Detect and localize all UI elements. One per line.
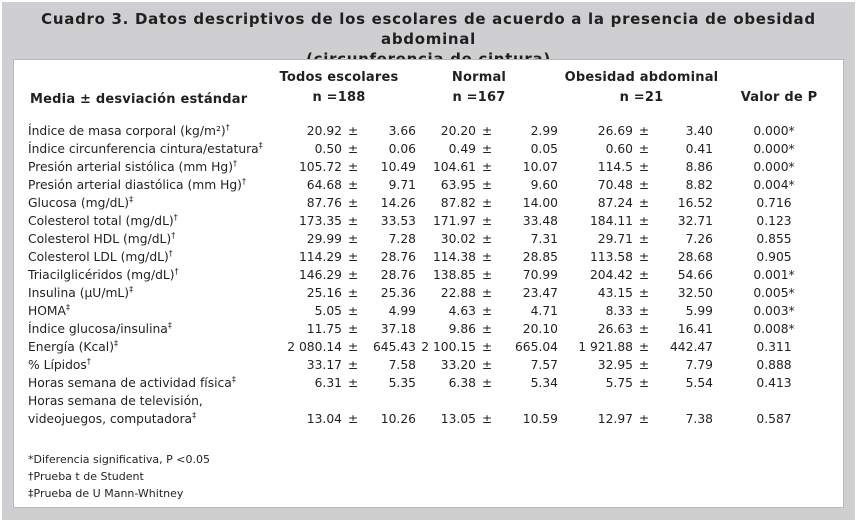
normal-pm: ± <box>481 376 493 390</box>
normal-pm: ± <box>481 250 493 264</box>
normal-mean: 33.20 <box>440 358 476 372</box>
normal-mean: 13.05 <box>440 412 476 426</box>
all-pm: ± <box>347 124 359 138</box>
normal-sd: 7.31 <box>530 232 558 246</box>
all-mean: 64.68 <box>306 178 342 192</box>
all-mean: 6.31 <box>314 376 342 390</box>
table-row <box>28 338 835 356</box>
all-sd: 10.49 <box>380 160 416 174</box>
row-label-text: Colesterol LDL (mg/dL) <box>28 250 169 264</box>
all-sd: 4.99 <box>388 304 416 318</box>
all-mean: 5.05 <box>314 304 342 318</box>
row-label <box>28 356 277 374</box>
normal-pm: ± <box>481 232 493 246</box>
obese-mean: 204.42 <box>589 268 633 282</box>
all-sd: 7.28 <box>388 232 416 246</box>
normal-sd: 5.34 <box>530 376 558 390</box>
row-label <box>28 194 277 212</box>
row-label <box>28 392 277 410</box>
header-obese-n: n =21 <box>619 90 664 105</box>
obese-sd: 16.41 <box>677 322 713 336</box>
table-row <box>28 320 835 338</box>
normal-pm: ± <box>481 268 493 282</box>
obese-mean: 5.75 <box>605 376 633 390</box>
normal-sd: 70.99 <box>522 268 558 282</box>
row-test-mark: † <box>173 212 178 222</box>
obese-sd <box>655 392 713 410</box>
table-body <box>13 59 844 508</box>
normal-pm: ± <box>481 196 493 210</box>
obese-mean: 184.11 <box>589 214 633 228</box>
all-sd: 5.35 <box>388 376 416 390</box>
obese-pm <box>633 392 655 410</box>
p-value: 0.413 <box>756 376 792 390</box>
all-pm: ± <box>347 340 359 354</box>
all-pm: ± <box>347 412 359 426</box>
footnote-significance: *Diferencia significativa, P <0.05 <box>28 453 210 466</box>
normal-mean: 104.61 <box>432 160 476 174</box>
normal-sd <box>498 392 558 410</box>
obese-pm: ± <box>638 268 650 282</box>
row-label <box>28 230 277 248</box>
table-row <box>28 158 835 176</box>
obese-sd: 5.99 <box>685 304 713 318</box>
row-label-text: Glucosa (mg/dL) <box>28 196 130 210</box>
normal-sd: 665.04 <box>514 340 558 354</box>
p-value: 0.123 <box>756 214 792 228</box>
row-label-text: videojuegos, computadora <box>28 412 193 426</box>
normal-mean <box>416 392 476 410</box>
header-all-n: n =188 <box>312 90 366 105</box>
title-line-1: Cuadro 3. Datos descriptivos de los escolares de acuerdo a la presencia de obesidad abdominal <box>41 10 816 48</box>
all-mean: 114.29 <box>298 250 342 264</box>
obese-sd: 0.41 <box>685 142 713 156</box>
obese-mean <box>558 392 633 410</box>
all-sd: 25.36 <box>380 286 416 300</box>
obese-sd: 16.52 <box>677 196 713 210</box>
p-value: 0.000* <box>753 160 795 174</box>
row-label <box>28 320 277 338</box>
table-row <box>28 410 835 428</box>
all-mean <box>277 392 342 410</box>
row-label-text: Colesterol HDL (mg/dL) <box>28 232 172 246</box>
table-row <box>28 284 835 302</box>
obese-pm: ± <box>638 358 650 372</box>
obese-sd: 32.71 <box>677 214 713 228</box>
obese-mean: 0.60 <box>605 142 633 156</box>
normal-sd: 0.05 <box>530 142 558 156</box>
all-pm: ± <box>347 304 359 318</box>
all-pm: ± <box>347 268 359 282</box>
all-mean: 2 080.14 <box>287 340 342 354</box>
row-test-mark: † <box>233 158 238 168</box>
header-normal-n: n =167 <box>452 90 506 105</box>
row-test-mark: ‡ <box>129 284 134 294</box>
row-test-mark: † <box>225 122 230 132</box>
all-sd: 645.43 <box>372 340 416 354</box>
all-sd: 10.26 <box>380 412 416 426</box>
obese-sd: 54.66 <box>677 268 713 282</box>
normal-sd: 20.10 <box>522 322 558 336</box>
obese-mean: 43.15 <box>597 286 633 300</box>
all-pm: ± <box>347 142 359 156</box>
normal-mean: 9.86 <box>448 322 476 336</box>
table-row <box>28 140 835 158</box>
normal-sd: 9.60 <box>530 178 558 192</box>
obese-pm: ± <box>638 322 650 336</box>
all-mean: 25.16 <box>306 286 342 300</box>
p-value: 0.888 <box>756 358 792 372</box>
obese-mean: 26.69 <box>597 124 633 138</box>
table-row <box>28 212 835 230</box>
all-pm <box>342 392 364 410</box>
normal-sd: 4.71 <box>530 304 558 318</box>
table-row <box>28 122 835 140</box>
table-row <box>28 302 835 320</box>
all-pm: ± <box>347 322 359 336</box>
obese-pm: ± <box>638 286 650 300</box>
all-pm: ± <box>347 214 359 228</box>
normal-sd: 14.00 <box>522 196 558 210</box>
normal-pm: ± <box>481 214 493 228</box>
normal-pm: ± <box>481 178 493 192</box>
p-value: 0.003* <box>753 304 795 318</box>
normal-mean: 20.20 <box>440 124 476 138</box>
row-test-mark: ‡ <box>258 140 263 150</box>
normal-mean: 87.82 <box>440 196 476 210</box>
row-test-mark: † <box>168 248 173 258</box>
row-test-mark: ‡ <box>167 320 172 330</box>
normal-mean: 171.97 <box>432 214 476 228</box>
obese-sd: 7.79 <box>685 358 713 372</box>
obese-sd: 3.40 <box>685 124 713 138</box>
all-pm: ± <box>347 160 359 174</box>
p-value: 0.311 <box>756 340 792 354</box>
all-pm: ± <box>347 196 359 210</box>
normal-pm: ± <box>481 124 493 138</box>
obese-mean: 1 921.88 <box>578 340 633 354</box>
obese-pm: ± <box>638 160 650 174</box>
row-label <box>28 374 277 392</box>
header-obese <box>554 68 729 108</box>
header-stat: Media ± desviación estándar <box>30 92 248 107</box>
all-sd: 14.26 <box>380 196 416 210</box>
all-mean: 173.35 <box>298 214 342 228</box>
row-label <box>28 248 277 266</box>
all-sd <box>364 392 416 410</box>
p-value: 0.001* <box>753 268 795 282</box>
row-label-text: Índice circunferencia cintura/estatura <box>28 142 259 156</box>
all-mean: 29.99 <box>306 232 342 246</box>
row-test-mark: ‡ <box>114 338 119 348</box>
normal-mean: 30.02 <box>440 232 476 246</box>
footnotes <box>28 451 210 502</box>
obese-pm: ± <box>638 340 650 354</box>
obese-sd: 8.82 <box>685 178 713 192</box>
p-value: 0.004* <box>753 178 795 192</box>
normal-pm: ± <box>481 412 493 426</box>
normal-sd: 10.59 <box>522 412 558 426</box>
all-mean: 11.75 <box>306 322 342 336</box>
row-label-text: Triacilglicéridos (mg/dL) <box>28 268 175 282</box>
all-mean: 105.72 <box>298 160 342 174</box>
row-test-mark: † <box>171 230 176 240</box>
row-test-mark: ‡ <box>129 194 134 204</box>
obese-pm: ± <box>638 232 650 246</box>
obese-mean: 29.71 <box>597 232 633 246</box>
header-normal <box>429 68 529 108</box>
normal-sd: 33.48 <box>522 214 558 228</box>
table-row <box>28 374 835 392</box>
obese-pm: ± <box>638 304 650 318</box>
obese-pm: ± <box>638 178 650 192</box>
all-pm: ± <box>347 286 359 300</box>
p-value: 0.855 <box>756 232 792 246</box>
obese-sd: 7.38 <box>685 412 713 426</box>
all-sd: 37.18 <box>380 322 416 336</box>
all-pm: ± <box>347 358 359 372</box>
normal-pm <box>476 392 498 410</box>
all-mean: 87.76 <box>306 196 342 210</box>
normal-sd: 28.85 <box>522 250 558 264</box>
table-row <box>28 248 835 266</box>
obese-mean: 87.24 <box>597 196 633 210</box>
row-label <box>28 410 277 428</box>
p-value: 0.000* <box>753 142 795 156</box>
row-label-text: Insulina (µU/mL) <box>28 286 130 300</box>
all-sd: 28.76 <box>380 268 416 282</box>
normal-mean: 4.63 <box>448 304 476 318</box>
row-label-text: Índice glucosa/insulina <box>28 322 168 336</box>
header-p: Valor de P <box>740 90 818 105</box>
row-label <box>28 266 277 284</box>
normal-mean: 0.49 <box>448 142 476 156</box>
row-label-text: Colesterol total (mg/dL) <box>28 214 174 228</box>
row-label <box>28 140 277 158</box>
obese-sd: 28.68 <box>677 250 713 264</box>
table-row <box>28 356 835 374</box>
row-test-mark: † <box>86 356 91 366</box>
header-all <box>269 68 409 108</box>
normal-sd: 23.47 <box>522 286 558 300</box>
normal-sd: 2.99 <box>530 124 558 138</box>
row-label-text: Presión arterial sistólica (mm Hg) <box>28 160 234 174</box>
obese-pm: ± <box>638 376 650 390</box>
normal-mean: 114.38 <box>432 250 476 264</box>
obese-mean: 8.33 <box>605 304 633 318</box>
all-pm: ± <box>347 178 359 192</box>
all-sd: 7.58 <box>388 358 416 372</box>
p-value: 0.000* <box>753 124 795 138</box>
all-mean: 146.29 <box>298 268 342 282</box>
normal-mean: 2 100.15 <box>421 340 476 354</box>
row-test-mark: ‡ <box>65 302 70 312</box>
normal-sd: 7.57 <box>530 358 558 372</box>
normal-pm: ± <box>481 304 493 318</box>
obese-sd: 32.50 <box>677 286 713 300</box>
obese-pm: ± <box>638 412 650 426</box>
row-label-text: Horas semana de actividad física <box>28 376 232 390</box>
row-label-text: Índice de masa corporal (kg/m²) <box>28 124 226 138</box>
normal-sd: 10.07 <box>522 160 558 174</box>
normal-pm: ± <box>481 142 493 156</box>
all-sd: 28.76 <box>380 250 416 264</box>
p-value: 0.005* <box>753 286 795 300</box>
obese-pm: ± <box>638 124 650 138</box>
all-pm: ± <box>347 250 359 264</box>
obese-mean: 113.58 <box>589 250 633 264</box>
obese-pm: ± <box>638 196 650 210</box>
all-sd: 0.06 <box>388 142 416 156</box>
normal-mean: 63.95 <box>440 178 476 192</box>
row-test-mark: ‡ <box>231 374 236 384</box>
row-label-text: Horas semana de televisión, <box>28 394 203 408</box>
obese-mean: 12.97 <box>597 412 633 426</box>
all-sd: 3.66 <box>388 124 416 138</box>
p-value <box>713 392 835 410</box>
obese-pm: ± <box>638 142 650 156</box>
obese-sd: 5.54 <box>685 376 713 390</box>
table-row <box>28 176 835 194</box>
row-label-text: Energía (Kcal) <box>28 340 115 354</box>
header-all-label: Todos escolares <box>279 70 399 85</box>
header-obese-label: Obesidad abdominal <box>564 70 719 85</box>
row-label <box>28 302 277 320</box>
row-label-text: HOMA <box>28 304 66 318</box>
table-row <box>28 266 835 284</box>
row-test-mark: ‡ <box>192 410 197 420</box>
row-label <box>28 212 277 230</box>
p-value: 0.905 <box>756 250 792 264</box>
row-test-mark: † <box>174 266 179 276</box>
table-row <box>28 230 835 248</box>
header-normal-label: Normal <box>451 70 507 85</box>
p-value: 0.008* <box>753 322 795 336</box>
normal-mean: 22.88 <box>440 286 476 300</box>
row-label <box>28 338 277 356</box>
all-sd: 33.53 <box>380 214 416 228</box>
all-pm: ± <box>347 376 359 390</box>
data-table <box>28 122 835 428</box>
obese-mean: 70.48 <box>597 178 633 192</box>
obese-sd: 442.47 <box>669 340 713 354</box>
normal-pm: ± <box>481 286 493 300</box>
all-mean: 13.04 <box>306 412 342 426</box>
footnote-t-test: †Prueba t de Student <box>28 470 144 483</box>
row-label-text: Presión arterial diastólica (mm Hg) <box>28 178 242 192</box>
row-test-mark: † <box>241 176 246 186</box>
p-value: 0.716 <box>756 196 792 210</box>
all-mean: 20.92 <box>306 124 342 138</box>
row-label <box>28 158 277 176</box>
row-label <box>28 122 277 140</box>
p-value: 0.587 <box>756 412 792 426</box>
table-row <box>28 194 835 212</box>
normal-mean: 138.85 <box>432 268 476 282</box>
obese-mean: 32.95 <box>597 358 633 372</box>
row-label <box>28 284 277 302</box>
all-mean: 33.17 <box>306 358 342 372</box>
obese-sd: 7.26 <box>685 232 713 246</box>
obese-mean: 26.63 <box>597 322 633 336</box>
obese-pm: ± <box>638 250 650 264</box>
all-mean: 0.50 <box>314 142 342 156</box>
obese-mean: 114.5 <box>597 160 633 174</box>
all-sd: 9.71 <box>388 178 416 192</box>
row-label <box>28 176 277 194</box>
obese-pm: ± <box>638 214 650 228</box>
table-frame <box>2 2 855 520</box>
normal-mean: 6.38 <box>448 376 476 390</box>
row-label-text: % Lípidos <box>28 358 87 372</box>
normal-pm: ± <box>481 358 493 372</box>
footnote-mann-whitney: ‡Prueba de U Mann-Whitney <box>28 487 184 500</box>
obese-sd: 8.86 <box>685 160 713 174</box>
normal-pm: ± <box>481 322 493 336</box>
normal-pm: ± <box>481 340 493 354</box>
table-row <box>28 392 835 410</box>
normal-pm: ± <box>481 160 493 174</box>
all-pm: ± <box>347 232 359 246</box>
